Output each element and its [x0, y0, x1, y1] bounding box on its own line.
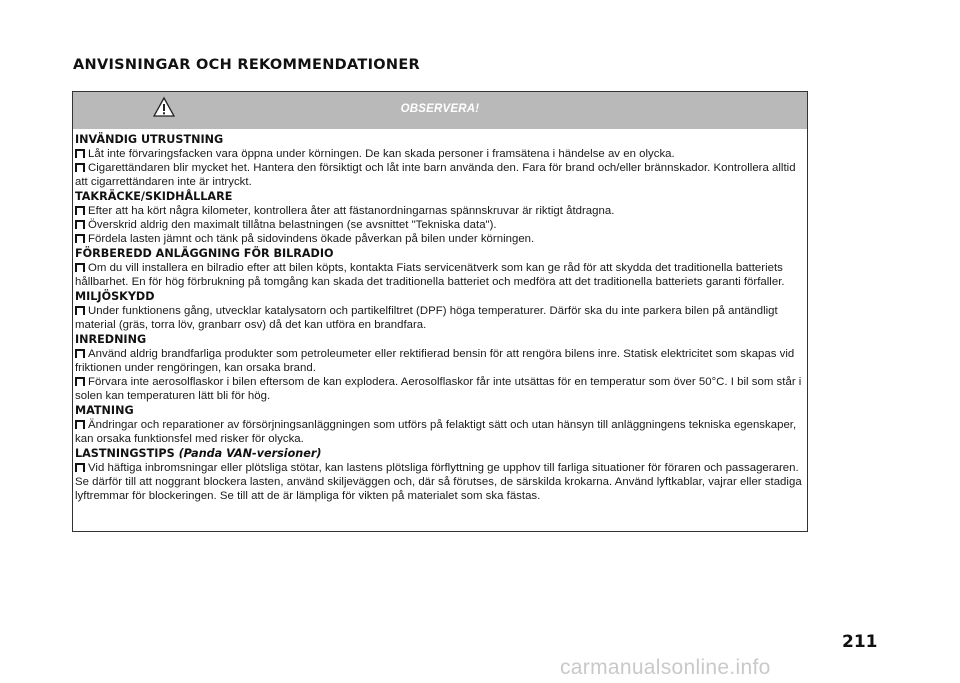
bullet-marker-icon — [75, 234, 85, 243]
bullet-item — [75, 218, 807, 232]
section-heading — [75, 190, 807, 204]
bullet-item — [75, 461, 807, 503]
bullet-text: Överskrid aldrig den maximalt tillåtna belastningen (se avsnittet "Tekniska data"). — [88, 219, 497, 231]
section-heading-text: FÖRBEREDD ANLÄGGNING FÖR BILRADIO — [75, 247, 334, 260]
bullet-item — [75, 304, 807, 332]
bullet-text: Under funktionens gång, utvecklar katalysatorn och partikelfiltret (DPF) höga temperaturer. Därför ska du inte parkera bilen på antändligt material (gräs, torra löv, granbarr osv) då det kan utföra en brandfara. — [75, 305, 778, 331]
bullet-item — [75, 147, 807, 161]
section-heading-text: MATNING — [75, 404, 134, 417]
bullet-text: Cigarettändaren blir mycket het. Hantera den försiktigt och låt inte barn använda den. Fara för brand och/eller brännskador. Kontrollera alltid att cigarrettändaren inte är intryckt. — [75, 162, 796, 188]
section-heading-text: INVÄNDIG UTRUSTNING — [75, 133, 224, 146]
bullet-marker-icon — [75, 377, 85, 386]
warning-notice-box — [72, 91, 808, 532]
page-number: 211 — [842, 632, 878, 652]
section-heading — [75, 447, 807, 461]
bullet-item — [75, 161, 807, 189]
bullet-item — [75, 347, 807, 375]
bullet-marker-icon — [75, 220, 85, 229]
section-heading-text: INREDNING — [75, 333, 147, 346]
section-heading — [75, 290, 807, 304]
notice-title: OBSERVERA! — [400, 103, 480, 115]
bullet-item — [75, 204, 807, 218]
bullet-marker-icon — [75, 420, 85, 429]
bullet-marker-icon — [75, 163, 85, 172]
section-subtitle: (Panda VAN-versioner) — [178, 447, 322, 460]
bullet-text: Om du vill installera en bilradio efter att bilen köpts, kontakta Fiats servicenätverk som kan ge råd för att skydda det traditionella batteriets hållbarhet. En för hög förbrukning på tomgång kan skada det traditionella batteriet och medföra att det traditionella batteriets garanti förfaller. — [75, 262, 785, 288]
bullet-marker-icon — [75, 463, 85, 472]
section-heading — [75, 133, 807, 147]
bullet-text: Fördela lasten jämnt och tänk på sidovindens ökade påverkan på bilen under körningen. — [88, 233, 535, 245]
notice-body — [73, 129, 807, 503]
bullet-text: Använd aldrig brandfarliga produkter som petroleumeter eller rektifierad bensin för att rengöra bilens inre. Statisk elektricitet som skapas vid friktionen under rengöringen, kan orsaka brand. — [75, 348, 795, 374]
section-heading-text: MILJÖSKYDD — [75, 290, 155, 303]
bullet-item — [75, 261, 807, 289]
bullet-text: Ändringar och reparationer av försörjningsanläggningen som utförs på felaktigt sätt och utan hänsyn till anläggningens tekniska egenskaper, kan orsaka funktionsfel med risker för olycka. — [75, 419, 797, 445]
section-heading-text: TAKRÄCKE/SKIDHÅLLARE — [75, 190, 233, 203]
watermark: carmanualsonline.info — [560, 656, 771, 679]
bullet-text: Förvara inte aerosolflaskor i bilen eftersom de kan explodera. Aerosolflaskor får inte utsättas för en temperatur som över 50°C. I bil som står i solen kan temperaturen lätt bli för hög. — [75, 376, 802, 402]
section-heading-text: LASTNINGSTIPS — [75, 447, 175, 460]
page-title: ANVISNINGAR OCH REKOMMENDATIONER — [73, 57, 421, 73]
bullet-item — [75, 375, 807, 403]
bullet-text: Låt inte förvaringsfacken vara öppna under körningen. De kan skada personer i framsätena i händelse av en olycka. — [88, 148, 675, 160]
section-heading — [75, 404, 807, 418]
bullet-item — [75, 418, 807, 446]
bullet-marker-icon — [75, 306, 85, 315]
notice-header — [73, 92, 807, 129]
bullet-marker-icon — [75, 263, 85, 272]
bullet-marker-icon — [75, 349, 85, 358]
bullet-item — [75, 232, 807, 246]
section-heading — [75, 247, 807, 261]
bullet-text: Vid häftiga inbromsningar eller plötsliga stötar, kan lastens plötsliga förflyttning ge upphov till farliga situationer för föraren och passageraren. Se därför till att noggrant blockera lasten, använd skiljeväggen och, där så förutses, de särskilda krokarna. Använd lyftkablar, vajrar eller stadiga lyftremmar för blockeringen. Se till att de är lämpliga för vikten på materialet som ska fästas. — [75, 462, 802, 502]
bullet-text: Efter att ha kört några kilometer, kontrollera åter att fästanordningarnas spännskruvar är riktigt åtdragna. — [88, 205, 615, 217]
bullet-marker-icon — [75, 149, 85, 158]
bullet-marker-icon — [75, 206, 85, 215]
section-heading — [75, 333, 807, 347]
